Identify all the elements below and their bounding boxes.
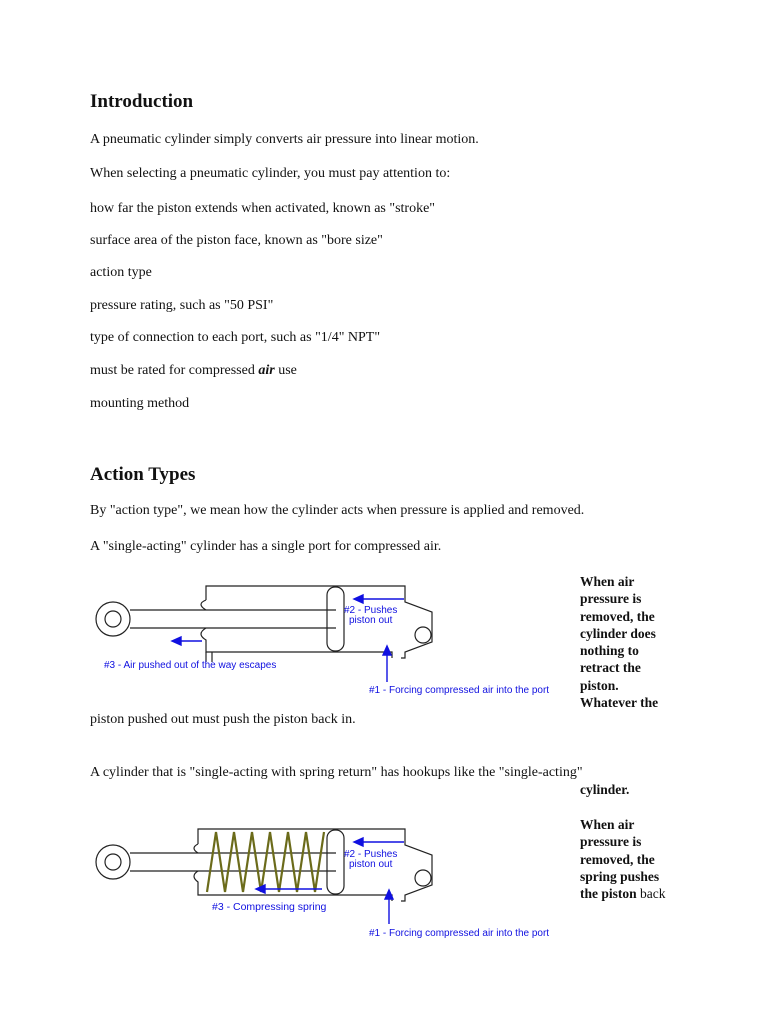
- barrel-bottom: [201, 628, 392, 658]
- port-label: #1 - Forcing compressed air into the port: [369, 928, 550, 939]
- list-item-air: [90, 363, 297, 379]
- list-item-mounting: mounting method: [90, 396, 190, 411]
- side-note-1-line: retract the: [580, 660, 641, 676]
- lead-paragraph: When selecting a pneumatic cylinder, you must pay attention to:: [90, 166, 451, 181]
- side-note-1-line: When air: [580, 574, 635, 589]
- spring-return-cylinder-diagram: [92, 826, 582, 944]
- side-note-2-line: removed, the: [580, 851, 655, 867]
- side-cylinder-word: cylinder.: [580, 782, 630, 797]
- exhaust-label: #3 - Air pushed out of the way escapes: [104, 660, 277, 671]
- side-note-1-line: nothing to: [580, 643, 639, 659]
- side-note-1-line: removed, the: [580, 608, 655, 624]
- list-item-bore: surface area of the piston face, known as "bore size": [90, 233, 383, 248]
- single-acting-cylinder-diagram: [92, 582, 582, 700]
- push-arrow-head: [354, 838, 363, 846]
- port-label: #1 - Forcing compressed air into the port: [369, 685, 550, 696]
- side-note-2-line: When air: [580, 817, 635, 832]
- introduction-heading: Introduction: [90, 91, 194, 112]
- rod-eye-outer: [96, 845, 130, 879]
- side-note-2-line: spring pushes: [580, 868, 660, 884]
- list-item-pressure: pressure rating, such as "50 PSI": [90, 298, 274, 313]
- side-note-2-line: pressure is: [580, 834, 642, 850]
- push-label-line1: #2 - Pushes: [344, 849, 398, 860]
- side-note-2-normal: back: [636, 886, 666, 902]
- rod-eye-inner: [105, 854, 121, 870]
- side-note-1-line: piston.: [580, 677, 619, 693]
- side-note-1-line: cylinder does: [580, 625, 656, 641]
- rod-eye-outer: [96, 602, 130, 636]
- list-item-connection: type of connection to each port, such as "1/4" NPT": [90, 330, 381, 345]
- single-acting-side-note: [580, 573, 658, 711]
- air-emphasis: air: [258, 363, 275, 378]
- gland-top: [194, 844, 198, 853]
- spring-return-paragraph: A cylinder that is "single-acting with spring return" has hookups like the "single-acting": [90, 765, 583, 780]
- action-types-heading: Action Types: [90, 464, 196, 485]
- action-type-definition: By "action type", we mean how the cylinder acts when pressure is applied and removed.: [90, 503, 585, 518]
- side-note-1-line: Whatever the: [580, 695, 659, 711]
- push-label-line2: piston out: [349, 615, 393, 626]
- push-arrow-head: [354, 595, 363, 603]
- clevis-eye: [415, 627, 431, 643]
- port-arrow-head: [383, 646, 391, 655]
- continuation-paragraph: piston pushed out must push the piston back in.: [90, 712, 356, 727]
- spring-label: #3 - Compressing spring: [212, 901, 327, 913]
- spring-return-side-note: [580, 816, 666, 902]
- single-acting-paragraph: A "single-acting" cylinder has a single port for compressed air.: [90, 539, 442, 554]
- cylinder-barrel: [206, 586, 432, 658]
- push-label-line1: #2 - Pushes: [344, 605, 398, 616]
- push-label-line2: piston out: [349, 859, 393, 870]
- side-note-2-last-line: [580, 885, 666, 902]
- gland-top: [201, 600, 206, 610]
- piston-head: [327, 830, 344, 894]
- side-note-1-line: pressure is: [580, 591, 642, 607]
- list-item-stroke: how far the piston extends when activated, known as "stroke": [90, 201, 436, 216]
- compression-spring: [207, 832, 324, 892]
- air-item-before: must be rated for compressed: [90, 363, 259, 378]
- air-item-after: use: [274, 363, 297, 378]
- rod-eye-inner: [105, 611, 121, 627]
- exhaust-arrow-head: [172, 637, 181, 645]
- list-item-action-type: action type: [90, 265, 152, 280]
- clevis-eye: [415, 870, 431, 886]
- intro-paragraph: A pneumatic cylinder simply converts air pressure into linear motion.: [90, 132, 479, 147]
- piston-head: [327, 587, 344, 651]
- side-note-2-bold: the piston: [580, 886, 637, 902]
